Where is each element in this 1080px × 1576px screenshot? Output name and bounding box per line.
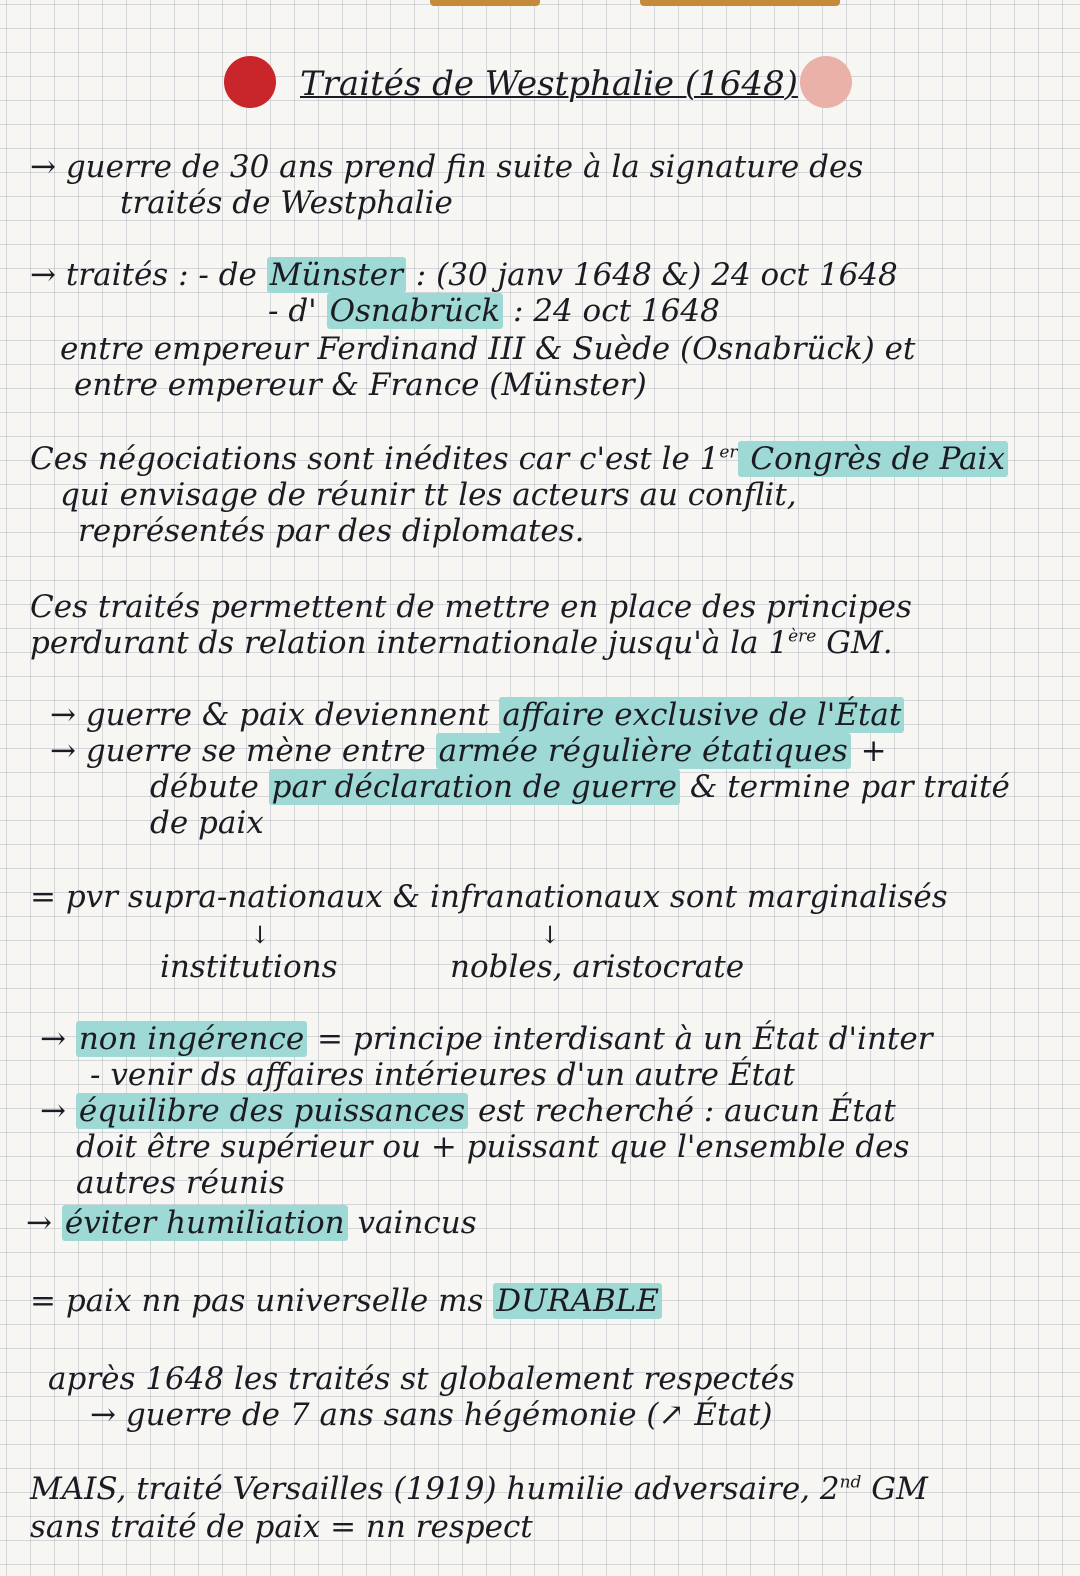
note-line: = paix nn pas universelle ms DURABLE xyxy=(30,1284,662,1318)
note-line: entre empereur & France (Münster) xyxy=(74,367,647,403)
down-arrow: ↓ xyxy=(540,921,561,949)
note-line: institutions xyxy=(160,949,338,985)
highlight: affaire exclusive de l'État xyxy=(499,697,904,733)
note-line: = pvr supra-nationaux & infranationaux sont marginalisés xyxy=(30,879,948,915)
pink-sticker-dot xyxy=(800,56,852,108)
note-line: sans traité de paix = nn respect xyxy=(30,1509,533,1545)
note-line: débute par déclaration de guerre & termine par traité xyxy=(150,769,1010,805)
note-line: → équilibre des puissances est recherché : aucun État xyxy=(40,1093,896,1129)
highlight: équilibre des puissances xyxy=(76,1093,468,1129)
page-title: Traités de Westphalie (1648) xyxy=(300,64,798,104)
note-line: → non ingérence = principe interdisant à un État d'inter xyxy=(40,1021,933,1057)
note-line: → guerre de 7 ans sans hégémonie (↗ État) xyxy=(90,1397,773,1433)
page-tab-left xyxy=(430,0,540,6)
note-line: qui envisage de réunir tt les acteurs au conflit, xyxy=(60,477,797,513)
note-line: → éviter humiliation vaincus xyxy=(26,1205,477,1241)
note-line: Ces traités permettent de mettre en place des principes xyxy=(30,589,912,625)
note-line: - d' Osnabrück : 24 oct 1648 xyxy=(268,293,720,329)
highlight: Münster xyxy=(267,257,406,293)
note-line: doit être supérieur ou + puissant que l'ensemble des xyxy=(76,1129,910,1165)
note-line: représentés par des diplomates. xyxy=(78,513,585,549)
note-line: → guerre se mène entre armée régulière étatiques + xyxy=(50,733,887,769)
note-line: - venir ds affaires intérieures d'un autre État xyxy=(90,1057,795,1093)
highlight: DURABLE xyxy=(493,1283,662,1319)
down-arrow: ↓ xyxy=(250,921,271,949)
highlight: armée régulière étatiques xyxy=(436,733,851,769)
note-line: → guerre de 30 ans prend fin suite à la signature des xyxy=(30,149,864,185)
note-line: traités de Westphalie xyxy=(120,185,453,221)
note-line: Ces négociations sont inédites car c'est le 1er Congrès de Paix xyxy=(30,442,1008,476)
note-line: entre empereur Ferdinand III & Suède (Osnabrück) et xyxy=(60,331,916,367)
highlight: Congrès de Paix xyxy=(738,441,1008,477)
page-tab-right xyxy=(640,0,840,6)
note-line: après 1648 les traités st globalement respectés xyxy=(48,1361,795,1397)
note-line: perdurant ds relation internationale jusqu'à la 1ère GM. xyxy=(30,625,893,661)
note-line: autres réunis xyxy=(76,1165,285,1201)
highlight: non ingérence xyxy=(76,1021,307,1057)
highlight: éviter humiliation xyxy=(62,1205,348,1241)
highlight: par déclaration de guerre xyxy=(269,769,680,805)
red-sticker-dot xyxy=(224,56,276,108)
note-line: de paix xyxy=(150,805,264,841)
highlight: Osnabrück xyxy=(327,293,504,329)
note-line: → guerre & paix deviennent affaire exclusive de l'État xyxy=(50,698,904,732)
note-line: nobles, aristocrate xyxy=(450,949,745,985)
note-line: → traités : - de Münster : (30 janv 1648 &) 24 oct 1648 xyxy=(30,257,898,293)
note-line: MAIS, traité Versailles (1919) humilie adversaire, 2nd GM xyxy=(30,1471,928,1507)
